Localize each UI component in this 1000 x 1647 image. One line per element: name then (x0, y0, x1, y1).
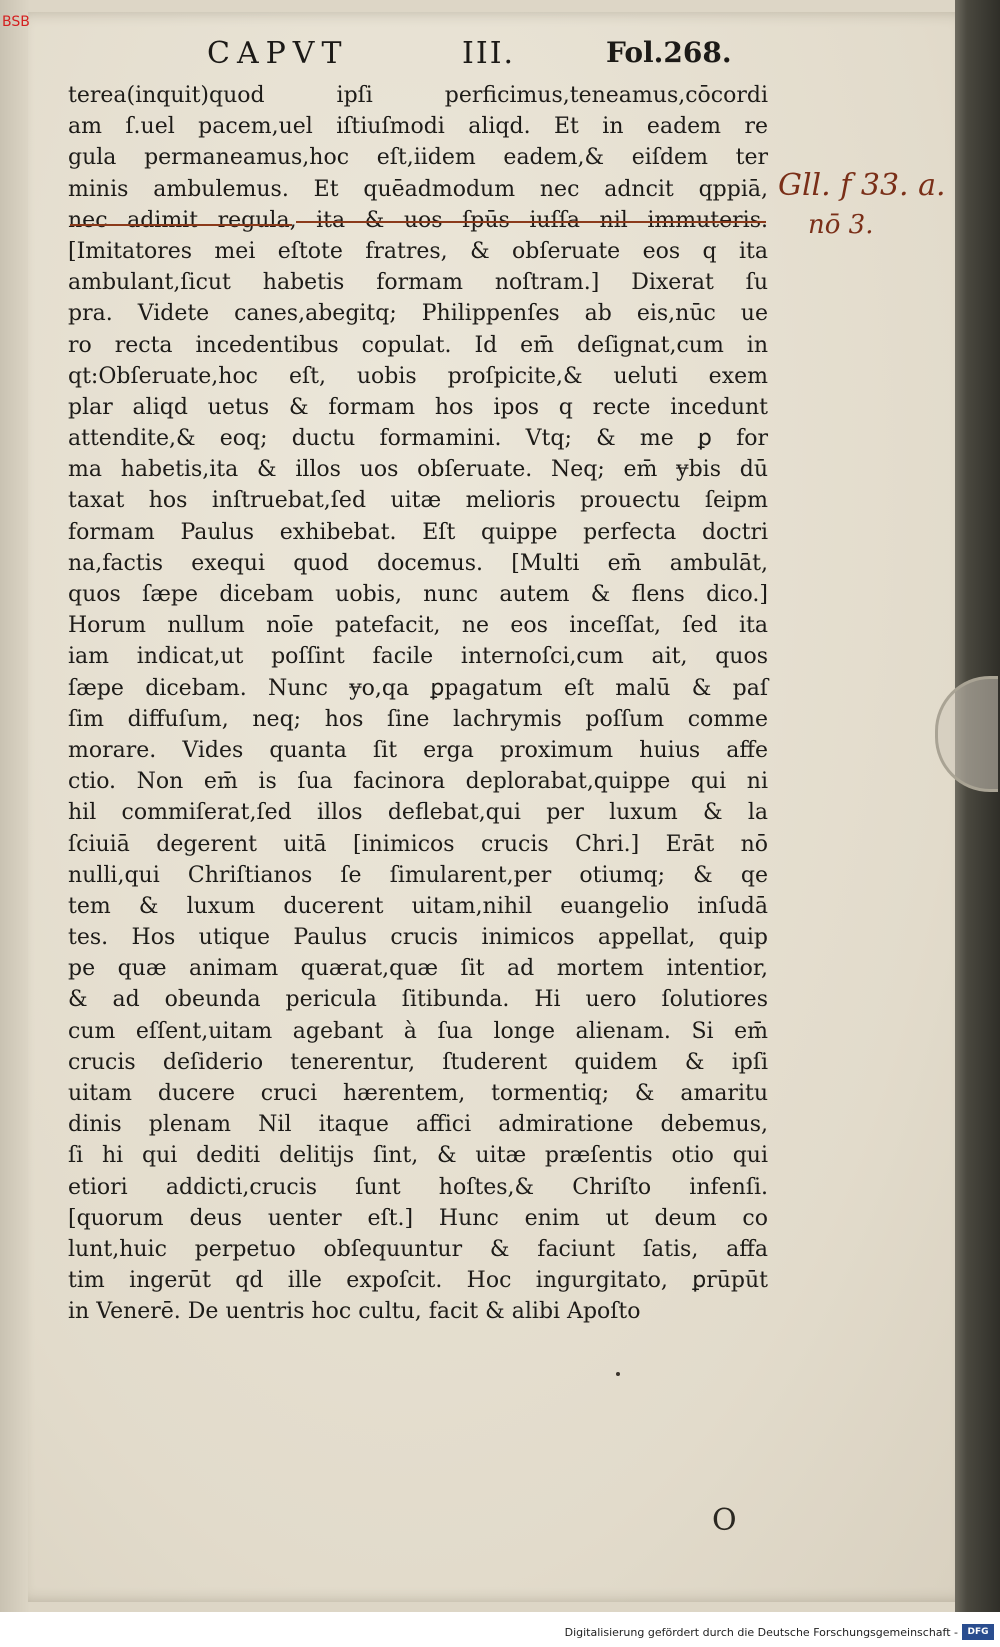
text-line: crucis deſiderio tenerentur, ſtuderent quidem & ipſi (68, 1049, 768, 1075)
text-line: ſim diffuſum, neq; hos ſine lachrymis poſſum comme (68, 706, 768, 732)
text-line: & ad obeunda pericula ſitibunda. Hi uero ſolutiores (68, 987, 768, 1013)
dfg-logo: DFG (962, 1624, 994, 1640)
text-line: formam Paulus exhibebat. Eſt quippe perfecta doctri (68, 519, 768, 545)
text-line: gula permaneamus,hoc eſt,iidem eadem,& eiſdem ter (68, 145, 768, 171)
header-caput: CAPVT (207, 36, 349, 71)
text-line: ſi hi qui dediti delitijs ſint, & uitæ præſentis otio qui (68, 1143, 768, 1169)
text-line: qt:Obſeruate,hoc eſt, uobis proſpicite,& ueluti exem (68, 363, 768, 389)
header-chapter: III. (462, 36, 516, 71)
text-line: uitam ducere cruci hærentem, tormentiq; & amaritu (68, 1081, 768, 1106)
text-line: ma habetis,ita & illos uos obſeruate. Neq; em̄ ɏbis dū (68, 457, 768, 483)
text-line: pe quæ animam quærat,quæ ſit ad mortem intentior, (68, 956, 768, 982)
text-line: etiori addicti,crucis ſunt hoſtes,& Chriſto infenſi. (68, 1174, 768, 1200)
text-line: ro recta incedentibus copulat. Id em̄ deſignat,cum in (68, 332, 768, 358)
text-line: iam indicat,ut poſſint facile internoſci,cum ait, quos (68, 644, 768, 670)
circle-mark: O (712, 1503, 737, 1538)
text-line: cum eſſent,uitam agebant à ſua longe alienam. Si em̄ (68, 1018, 768, 1044)
ink-dot (616, 1372, 620, 1376)
running-header (190, 36, 910, 76)
text-line: terea(inquit)quod ipſi perficimus,teneamus,cōcordi (68, 83, 768, 108)
text-line: nulli,qui Chriſtianos ſe ſimularent,per otiumq; & qe (68, 862, 768, 888)
header-folio: Fol.268. (606, 36, 732, 69)
library-label: BSB (2, 14, 30, 30)
text-line: ſciuiā degerent uitā [inimicos crucis Chri.] Erāt nō (68, 831, 768, 857)
margin-annotation-line: nō 3. (808, 210, 874, 240)
text-line: tem & luxum ducerent uitam,nihil euangelio inſudā (68, 893, 768, 919)
text-line: pra. Videte canes,abegitq; Philippenſes ab eis,nūc ue (68, 301, 768, 327)
text-line: nec adimit regula, ita & uos ſpūs iuſſa nil immuteris. (68, 207, 768, 233)
margin-annotation-line: Gll. f 33. a. (778, 168, 946, 203)
text-line: hil commiſerat,ſed illos deflebat,qui per luxum & la (68, 800, 768, 826)
text-line: quos ſæpe dicebam uobis, nunc autem & flens dico.] (68, 582, 768, 607)
text-line: na,factis exequi quod docemus. [Multi em̄ ambulāt, (68, 550, 768, 576)
text-line: am ſ.uel pacem,uel iſtiuſmodi aliqd. Et in eadem re (68, 114, 768, 140)
text-line: minis ambulemus. Et quēadmodum nec adncit qppiā, (68, 176, 768, 202)
footer-bar (0, 1612, 1000, 1647)
body-text (68, 80, 768, 1328)
text-line: lunt,huic perpetuo obſequuntur & faciunt ſatis, affa (68, 1236, 768, 1262)
text-line: dinis plenam Nil itaque affici admiratione debemus, (68, 1112, 768, 1138)
text-line: attendite,& eoq; ductu formamini. Vtq; & me ꝑ for (68, 426, 768, 452)
text-line: morare. Vides quanta ſit erga proximum huius affe (68, 737, 768, 763)
footer-credit: Digitalisierung gefördert durch die Deutsche Forschungsgemeinschaft - (564, 1626, 958, 1639)
text-line: ambulant,ſicut habetis formam noſtram.] Dixerat ſu (68, 270, 768, 296)
text-line: plar aliqd uetus & formam hos ipos q recte incedunt (68, 394, 768, 420)
text-line: ctio. Non em̄ is ſua facinora deplorabat,quippe qui ni (68, 769, 768, 795)
text-line: tim ingerūt qd ille expoſcit. Hoc ingurgitato, ꝑrūpūt (68, 1268, 768, 1294)
page-edge (955, 0, 1000, 1612)
text-line: taxat hos inſtruebat,ſed uitæ melioris prouectu ſeipm (68, 488, 768, 514)
text-line: tes. Hos utique Paulus crucis inimicos appellat, quip (68, 925, 768, 951)
margin-annotation (778, 168, 958, 258)
text-line: Horum nullum noīe patefacit, ne eos inceſſat, ſed ita (68, 613, 768, 639)
text-line: ſæpe dicebam. Nunc ɏo,qa ꝑpagatum eſt malū & paſ (68, 675, 768, 701)
text-line: [quorum deus uenter eſt.] Hunc enim ut deum co (68, 1205, 768, 1231)
text-line: in Venerē. De uentris hoc cultu, facit & alibi Apoſto (68, 1299, 641, 1325)
text-line: [Imitatores mei eſtote fratres, & obſeruate eos q ita (68, 238, 768, 264)
